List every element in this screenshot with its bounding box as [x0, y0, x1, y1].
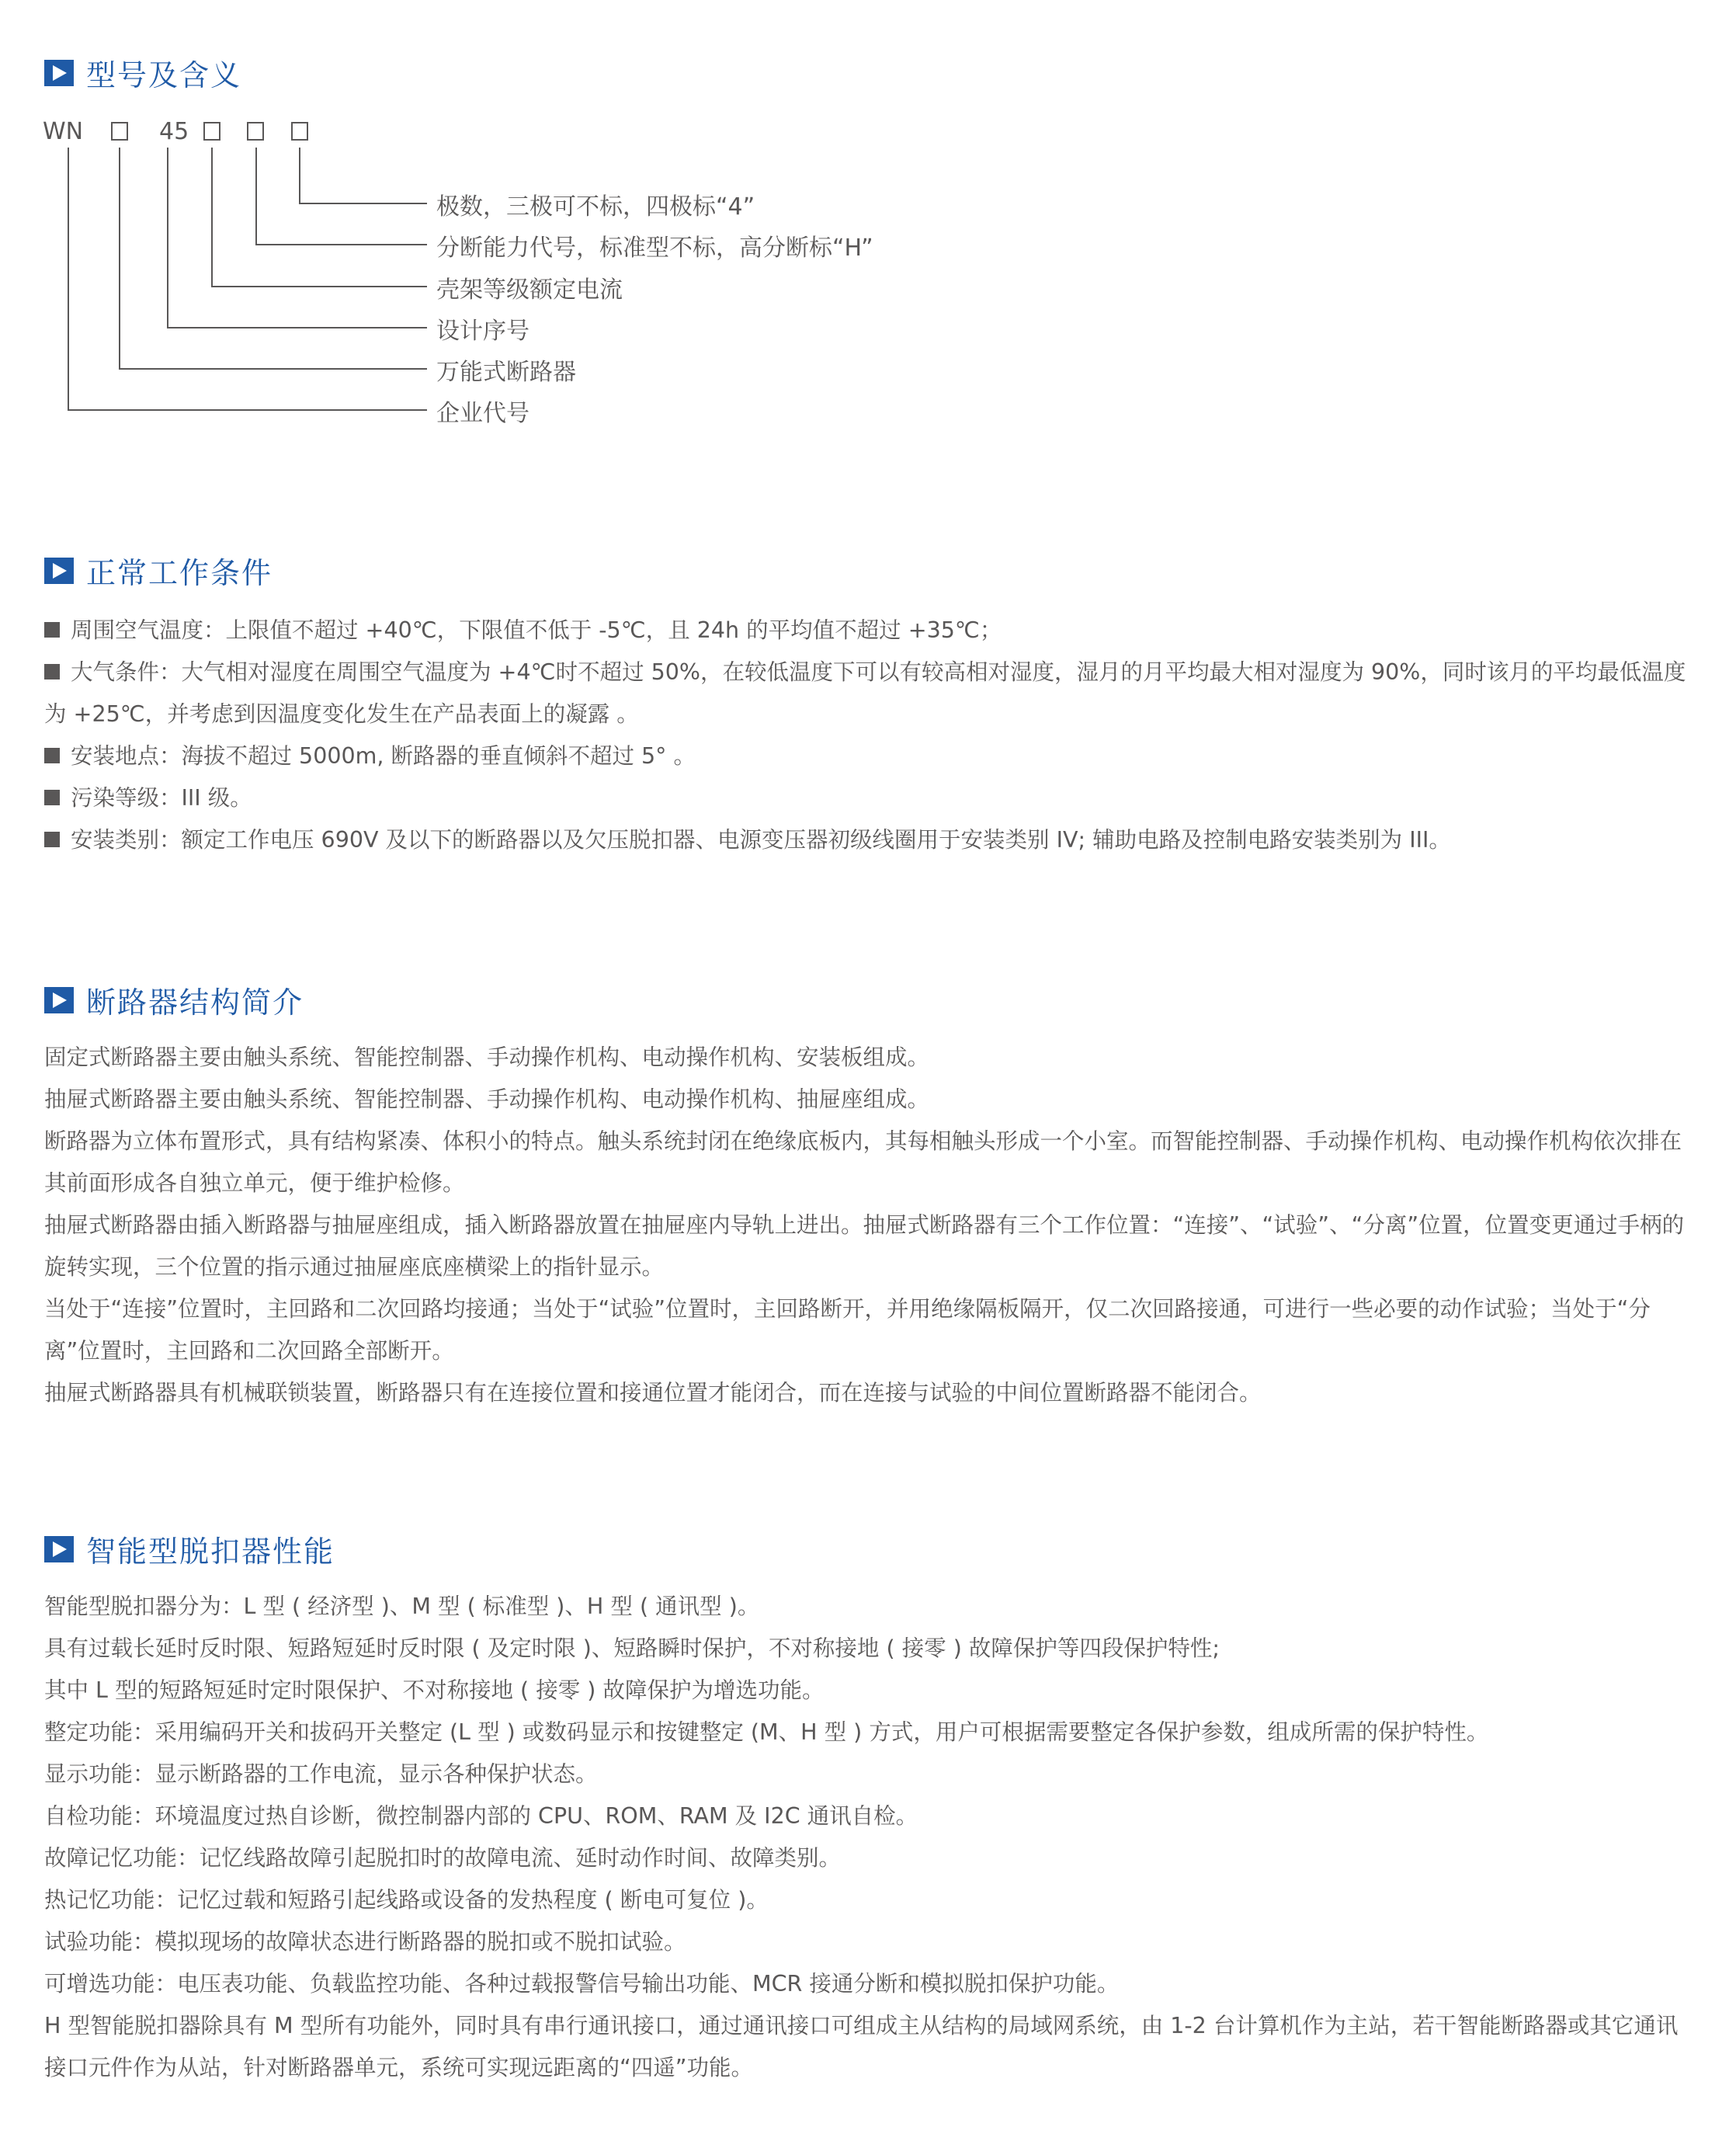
play-icon [44, 1536, 74, 1562]
trip-unit-paragraph: 试验功能：模拟现场的故障状态进行断路器的脱扣或不脱扣试验。 [44, 1929, 686, 1955]
section-title-text: 型号及含义 [86, 58, 242, 92]
trip-unit-paragraph: 显示功能：显示断路器的工作电流，显示各种保护状态。 [44, 1761, 598, 1787]
model-label-enterprise: 企业代号 [436, 400, 529, 427]
play-icon [44, 987, 74, 1013]
model-label-frame: 壳架等级额定电流 [436, 276, 623, 304]
condition-item: 周围空气温度：上限值不超过 +40℃，下限值不低于 -5℃，且 24h 的平均值不超过 +35℃； [44, 610, 1690, 652]
trip-unit-paragraph: 可增选功能：电压表功能、负载监控功能、各种过载报警信号输出功能、MCR 接通分断和模拟脱扣保护功能。 [44, 1971, 1120, 1997]
trip-unit-paragraph: 其中 L 型的短路短延时定时限保护、不对称接地 ( 接零 ) 故障保护为增选功能。 [44, 1677, 825, 1703]
conditions-list [44, 610, 1690, 861]
structure-paragraphs [44, 1037, 1690, 1414]
model-label-poles: 极数，三极可不标，四极标“4” [436, 193, 755, 221]
structure-paragraph: 抽屉式断路器具有机械联锁装置，断路器只有在连接位置和接通位置才能闭合，而在连接与试验的中间位置断路器不能闭合。 [44, 1380, 1262, 1406]
section-title-text: 智能型脱扣器性能 [86, 1535, 335, 1569]
condition-item: 安装类别：额定工作电压 690V 及以下的断路器以及欠压脱扣器、电源变压器初级线圈用于安装类别 IV; 辅助电路及控制电路安装类别为 III。 [44, 819, 1690, 861]
model-label-design: 设计序号 [436, 318, 529, 345]
model-code-diagram [0, 0, 1736, 450]
trip-unit-paragraph: H 型智能脱扣器除具有 M 型所有功能外，同时具有串行通讯接口，通过通讯接口可组成主从结构的局域网系统，由 1-2 台计算机作为主站，若干智能断路器或其它通讯接口元件作为从站，针对断路器单元，系统可实现远距离的“四遥”功能。 [44, 2013, 1679, 2080]
section-title-structure [44, 978, 304, 1021]
condition-item: 安装地点：海拔不超过 5000m, 断路器的垂直倾斜不超过 5° 。 [44, 735, 1690, 777]
structure-paragraph: 抽屉式断路器主要由触头系统、智能控制器、手动操作机构、电动操作机构、抽屉座组成。 [44, 1086, 930, 1112]
play-icon [44, 558, 74, 584]
model-prefix: WN [43, 118, 84, 145]
trip-unit-paragraphs [44, 1586, 1690, 2089]
model-label-breaking: 分断能力代号，标准型不标，高分断标“H” [436, 235, 873, 262]
structure-paragraph: 固定式断路器主要由触头系统、智能控制器、手动操作机构、电动操作机构、安装板组成。 [44, 1044, 930, 1070]
condition-item: 大气条件：大气相对湿度在周围空气温度为 +4℃时不超过 50%，在较低温度下可以有较高相对湿度，湿月的月平均最大相对湿度为 90%，同时该月的平均最低温度为 +25℃，并考虑到因温度变化发生在产品表面上的凝露 。 [44, 652, 1690, 735]
trip-unit-paragraph: 智能型脱扣器分为：L 型 ( 经济型 )、M 型 ( 标准型 )、H 型 ( 通讯型 )。 [44, 1594, 760, 1619]
structure-paragraph: 当处于“连接”位置时，主回路和二次回路均接通；当处于“试验”位置时，主回路断开，并用绝缘隔板隔开，仅二次回路接通，可进行一些必要的动作试验；当处于“分离”位置时，主回路和二次回路全部断开。 [44, 1296, 1651, 1364]
trip-unit-paragraph: 具有过载长延时反时限、短路短延时反时限 ( 及定时限 )、短路瞬时保护，不对称接地 ( 接零 ) 故障保护等四段保护特性; [44, 1635, 1220, 1661]
condition-item: 污染等级：III 级。 [44, 777, 1690, 819]
trip-unit-paragraph: 故障记忆功能：记忆线路故障引起脱扣时的故障电流、延时动作时间、故障类别。 [44, 1845, 842, 1871]
section-title-conditions [44, 549, 273, 592]
model-label-type: 万能式断路器 [436, 359, 576, 386]
section-title-trip-unit [44, 1528, 335, 1570]
model-rating: 45 [159, 118, 189, 145]
section-title-text: 断路器结构简介 [86, 985, 304, 1020]
structure-paragraph: 断路器为立体布置形式，具有结构紧凑、体积小的特点。触头系统封闭在绝缘底板内，其每相触头形成一个小室。而智能控制器、手动操作机构、电动操作机构依次排在其前面形成各自独立单元，便于维护检修。 [44, 1128, 1682, 1196]
trip-unit-paragraph: 整定功能：采用编码开关和拔码开关整定 (L 型 ) 或数码显示和按键整定 (M、H 型 ) 方式，用户可根据需要整定各保护参数，组成所需的保护特性。 [44, 1719, 1489, 1745]
trip-unit-paragraph: 热记忆功能：记忆过载和短路引起线路或设备的发热程度 ( 断电可复位 )。 [44, 1887, 769, 1913]
structure-paragraph: 抽屉式断路器由插入断路器与抽屉座组成，插入断路器放置在抽屉座内导轨上进出。抽屉式断路器有三个工作位置：“连接”、“试验”、“分离”位置，位置变更通过手柄的旋转实现，三个位置的指示通过抽屉座底座横梁上的指针显示。 [44, 1212, 1685, 1280]
trip-unit-paragraph: 自检功能：环境温度过热自诊断，微控制器内部的 CPU、ROM、RAM 及 I2C 通讯自检。 [44, 1803, 918, 1829]
section-title-text: 正常工作条件 [86, 556, 273, 590]
